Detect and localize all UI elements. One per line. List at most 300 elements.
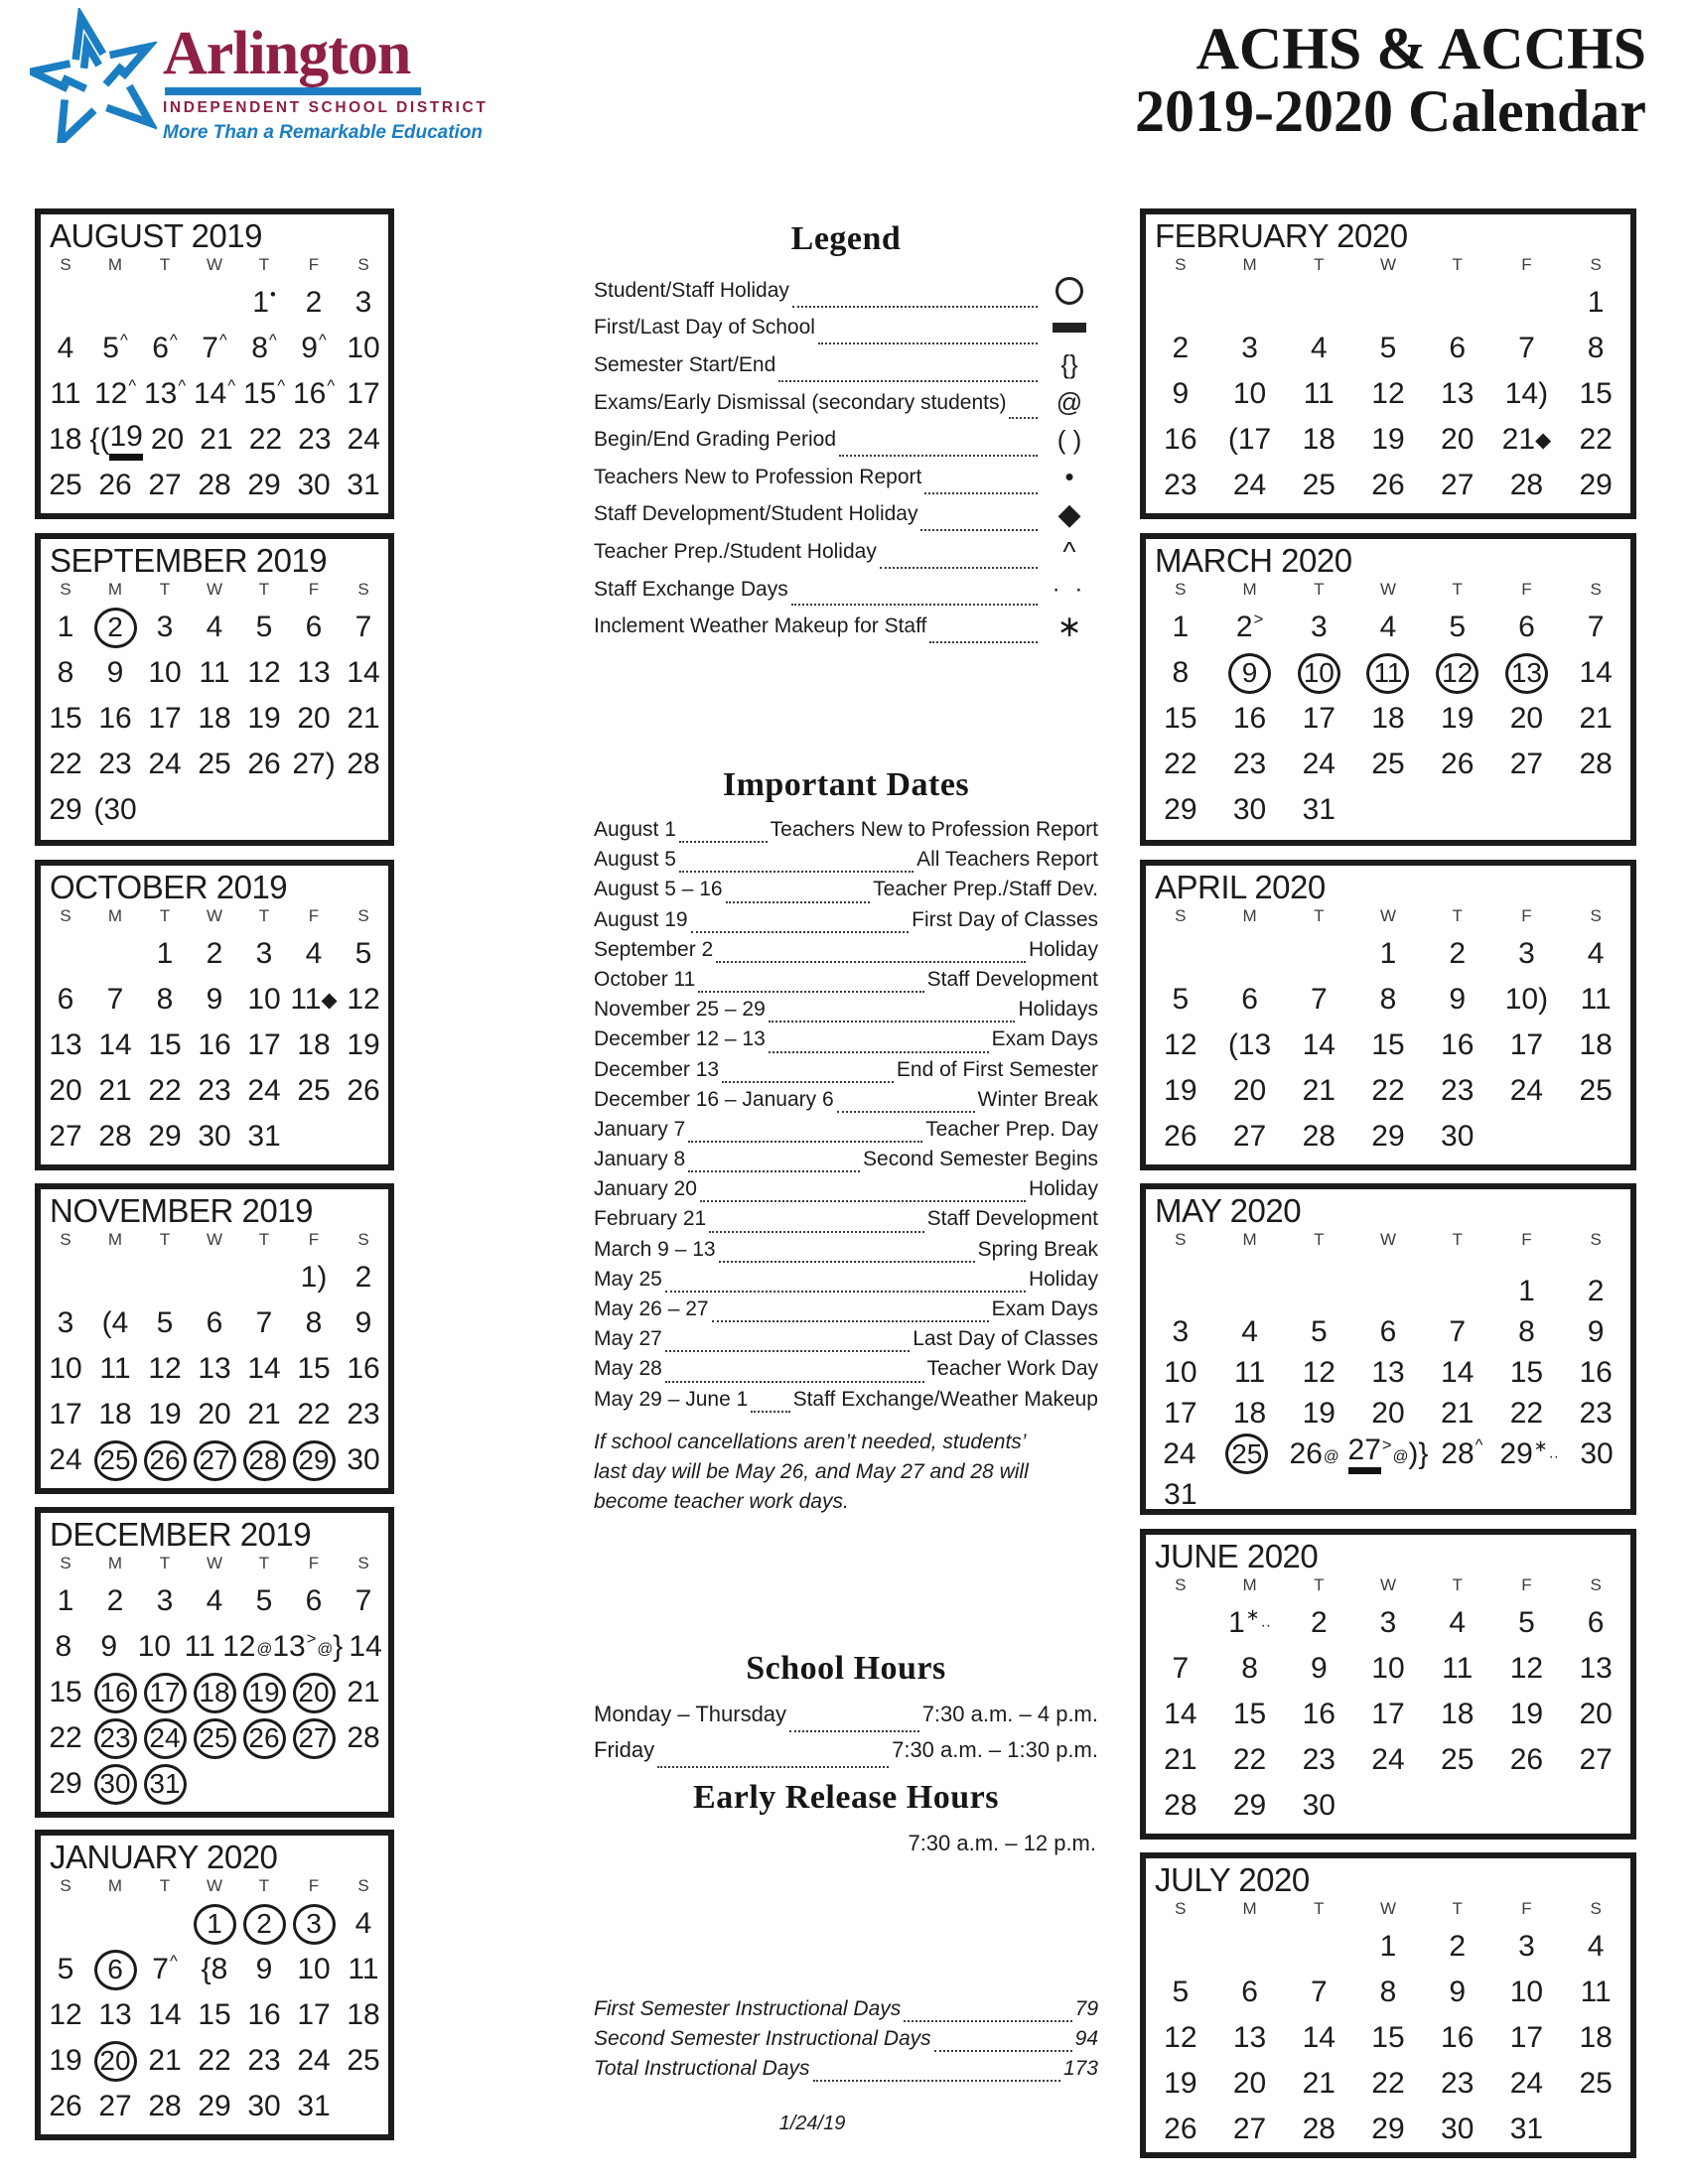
calendar-empty-cell	[1284, 280, 1353, 326]
week-row	[41, 650, 388, 696]
leader-dots	[716, 961, 1026, 963]
weekday-label: F	[308, 1554, 320, 1572]
day-number: 27	[1509, 748, 1544, 780]
calendar-day-cell	[190, 371, 239, 417]
holiday-circle-mark	[94, 2041, 137, 2082]
day-number: 22	[248, 423, 283, 456]
sup-mark: ∗	[1245, 1606, 1260, 1624]
date-value: Teacher Prep./Staff Dev.	[873, 878, 1098, 901]
week-row	[41, 1901, 388, 1947]
day-number: 20	[198, 1398, 231, 1431]
day-number: 3	[1310, 611, 1328, 643]
day-number: 8	[251, 332, 268, 364]
weekday-label: M	[1242, 1899, 1257, 1918]
day-number: 19	[1164, 2067, 1197, 2100]
calendar-day-cell	[190, 1715, 239, 1761]
sup-mark: ^	[227, 376, 236, 395]
day-number: 15	[1232, 1698, 1267, 1730]
month-june-2020	[1140, 1529, 1636, 1840]
calendar-day-cell	[140, 1437, 190, 1483]
calendar-empty-cell	[41, 931, 90, 977]
day-number: 24	[1232, 469, 1267, 501]
day-number: 3	[156, 611, 174, 643]
calendar-day-cell	[339, 650, 388, 696]
day-number: 30	[1302, 1789, 1336, 1822]
calendar-day-cell	[1423, 1114, 1492, 1160]
leader-dots	[679, 841, 768, 843]
calendar-day-cell	[1284, 1783, 1353, 1829]
day-number: 23	[198, 1074, 231, 1107]
calendar-day-cell	[239, 1715, 289, 1761]
weekday-label: W	[1379, 906, 1397, 925]
day-number: 15	[1579, 377, 1613, 410]
calendar-day-cell	[1492, 371, 1562, 417]
calendar-day-cell	[90, 1578, 140, 1624]
leader-dots	[813, 2080, 1060, 2082]
holiday-circle-mark	[1436, 653, 1478, 694]
day-number: 13	[1510, 657, 1542, 688]
day-number: 18	[199, 1677, 230, 1707]
day-number: 12	[1371, 377, 1405, 410]
weekday-label: W	[1379, 1230, 1397, 1249]
weekday-header-row	[1146, 580, 1630, 605]
day-number: 27	[1232, 2113, 1267, 2145]
sup-mark: ^	[277, 376, 286, 395]
day-number: 1	[1172, 611, 1190, 643]
day-number: 29	[1164, 793, 1197, 826]
day-number: 11	[290, 983, 322, 1016]
week-row	[1146, 1311, 1630, 1352]
day-number: 22	[198, 2044, 231, 2077]
calendar-day-cell	[140, 1761, 190, 1807]
weekday-label: F	[1521, 1230, 1532, 1249]
calendar-day-cell	[192, 417, 240, 463]
calendar-day-cell	[1146, 1970, 1215, 2015]
calendar-day-cell	[1423, 417, 1492, 463]
bar-icon	[1041, 323, 1098, 333]
calendar-day-cell	[1423, 1646, 1492, 1692]
week-row	[41, 977, 388, 1023]
day-number: 7	[354, 611, 372, 643]
weekday-label: T	[159, 255, 171, 274]
dot-glyph: •	[1064, 462, 1074, 492]
day-number: 25	[49, 469, 82, 501]
day-number: 18	[1579, 2021, 1613, 2054]
calendar-day-cell	[1146, 1311, 1215, 1352]
day-number: 10	[1509, 1976, 1544, 2008]
legend-item-label: Inclement Weather Makeup for Staff	[594, 614, 927, 638]
sub-mark: @	[317, 1641, 334, 1658]
leader-dots	[791, 604, 1038, 606]
day-number: 11	[1442, 1652, 1474, 1685]
leader-dots	[769, 1021, 1016, 1023]
calendar-day-cell	[1561, 1924, 1630, 1970]
calendar-day-cell	[1353, 696, 1423, 742]
day-number: 23	[1164, 469, 1197, 501]
day-number: 26	[1289, 1436, 1323, 1470]
day-number: 2	[305, 286, 323, 319]
diamond-icon: ◆	[321, 988, 338, 1012]
school-hours-section	[594, 1650, 1098, 1773]
calendar-empty-cell	[41, 1255, 90, 1300]
day-number: 8	[1241, 1652, 1258, 1685]
calendar-day-cell	[289, 326, 339, 371]
calendar-day-cell	[1146, 2015, 1215, 2061]
weekday-label: W	[1379, 580, 1397, 599]
date-value: Teachers New to Profession Report	[770, 818, 1098, 841]
day-number: 4	[111, 1306, 129, 1339]
calendar-day-cell	[190, 1392, 239, 1437]
calendar-day-cell	[289, 696, 339, 742]
calendar-empty-cell	[1492, 1783, 1562, 1829]
weekday-label: M	[1242, 580, 1257, 599]
day-number: 14	[347, 656, 380, 689]
day-number: 6	[1587, 1606, 1605, 1639]
day-number: 20	[99, 2045, 131, 2076]
sup-mark: ^	[268, 331, 277, 349]
legend-title: Legend	[790, 220, 902, 257]
logo-text-block	[163, 8, 488, 144]
calendar-day-cell	[1561, 1970, 1630, 2015]
calendar-day-cell	[190, 326, 239, 371]
calendar-day-cell	[140, 2084, 190, 2129]
day-number: 8	[305, 1306, 323, 1339]
weekday-label: S	[1590, 255, 1602, 274]
day-number: 17	[1164, 1396, 1197, 1430]
day-number: 3	[1172, 1314, 1190, 1348]
calendar-empty-cell	[1146, 1600, 1215, 1646]
holiday-circle-mark	[194, 1718, 236, 1759]
day-number: 8	[55, 1630, 72, 1663]
logo-wordmark: Arlington	[163, 20, 411, 87]
calendar-day-cell	[339, 605, 388, 650]
day-number: 9	[1310, 1652, 1328, 1685]
day-number: 21	[1501, 423, 1536, 456]
day-number: 25	[199, 1722, 230, 1753]
month-november-2019	[35, 1183, 394, 1494]
date-value: Spring Break	[977, 1237, 1098, 1261]
calendar-day-cell	[1561, 463, 1630, 508]
week-row	[1146, 417, 1630, 463]
day-number: 29	[1371, 2113, 1405, 2145]
sub-mark: @	[1392, 1447, 1409, 1465]
day-number: 16	[1164, 423, 1197, 456]
weekday-label: F	[308, 255, 320, 274]
calendar-day-cell	[239, 326, 289, 371]
total-label: Second Semester Instructional Days	[594, 2027, 931, 2050]
day-number: 12	[1164, 2021, 1197, 2054]
day-number: 8	[1379, 1976, 1397, 2008]
district-logo	[30, 8, 488, 144]
calendar-empty-cell	[1284, 931, 1353, 977]
calendar-day-cell	[190, 1992, 239, 2038]
day-number: 26	[49, 2090, 82, 2122]
legend-item	[594, 459, 1098, 496]
sup-mark: •	[269, 285, 276, 304]
day-number: 4	[57, 332, 74, 364]
legend-item	[594, 608, 1098, 645]
week-row	[1146, 1114, 1630, 1160]
day-number: 14	[1164, 1698, 1197, 1730]
day-number: 17	[1371, 1698, 1405, 1730]
calendar-day-cell	[140, 1068, 190, 1114]
weekday-label: S	[1175, 1575, 1187, 1594]
month-title: JANUARY 2020	[50, 1839, 278, 1875]
calendar-day-cell	[41, 1947, 90, 1992]
day-number: 26	[1164, 1120, 1197, 1153]
day-number: 10	[1504, 983, 1539, 1016]
day-number: 3	[354, 286, 372, 319]
month-december-2019	[35, 1507, 394, 1818]
diamond-icon: ◆	[1535, 428, 1552, 452]
calendar-day-cell	[1146, 2107, 1215, 2152]
calendar-day-cell	[1146, 1352, 1215, 1393]
calendar-empty-cell	[289, 787, 339, 833]
day-number: 11	[1303, 377, 1335, 410]
weekday-label: F	[1521, 255, 1532, 274]
day-number: 4	[1241, 1314, 1258, 1348]
calendar-day-cell	[41, 326, 90, 371]
calendar-empty-cell	[289, 1114, 339, 1160]
calendar-day-cell	[140, 650, 190, 696]
calendar-day-cell	[1146, 2061, 1215, 2107]
leader-dots	[792, 306, 1038, 308]
day-number: 26	[247, 748, 281, 780]
week-row	[41, 1023, 388, 1068]
sup-mark: ^	[1475, 1436, 1483, 1454]
calendar-day-cell	[1284, 1352, 1353, 1393]
pre-mark: (	[93, 793, 104, 826]
week-row	[41, 417, 388, 463]
date-value: Staff Development	[926, 967, 1098, 991]
calendar-day-cell	[339, 1300, 388, 1346]
holiday-circle-mark	[94, 608, 137, 648]
day-number: 12	[1302, 1355, 1336, 1389]
calendar-day-cell	[1284, 1114, 1353, 1160]
weekday-label: W	[1379, 1899, 1397, 1918]
calendar-day-cell	[90, 605, 140, 650]
day-number: 21	[1441, 1396, 1475, 1430]
important-date-item	[594, 1268, 1098, 1297]
day-number: 8	[156, 983, 174, 1016]
month-title: APRIL 2020	[1155, 869, 1326, 905]
calendar-day-cell	[1423, 1600, 1492, 1646]
calendar-day-cell	[1353, 1311, 1423, 1352]
sup-mark: ^	[218, 331, 227, 349]
day-number: 19	[1509, 1698, 1544, 1730]
at-glyph: @	[1055, 387, 1083, 418]
weekday-header-row	[41, 1876, 388, 1901]
day-number: 13	[1237, 1028, 1272, 1061]
calendar-day-cell	[1563, 1433, 1630, 1474]
weekday-label: W	[206, 580, 223, 599]
calendar-day-cell	[339, 742, 388, 787]
calendar-day-cell	[339, 977, 388, 1023]
calendar-day-cell	[290, 417, 339, 463]
calendar-day-cell	[140, 1114, 190, 1160]
calendar-day-cell	[1353, 1970, 1423, 2015]
calendar-day-cell	[1423, 977, 1492, 1023]
braces-icon	[1041, 349, 1098, 380]
calendar-day-cell	[289, 371, 339, 417]
day-number: 4	[354, 1907, 372, 1940]
week-row	[41, 1947, 388, 1992]
holiday-circle-mark	[243, 1440, 286, 1481]
day-number: 13	[98, 1998, 132, 2031]
weekday-label: T	[258, 1230, 270, 1249]
calendar-day-cell	[1423, 1068, 1492, 1114]
calendar-day-cell	[1284, 1737, 1353, 1783]
week-row	[1146, 1068, 1630, 1114]
date-label: December 16 – January 6	[594, 1087, 834, 1111]
calendar-day-cell	[1146, 1393, 1215, 1433]
weekday-header-row	[41, 580, 388, 605]
day-number: 12	[1164, 1028, 1197, 1061]
calendar-day-cell	[1353, 371, 1423, 417]
calendar-day-cell	[1215, 605, 1285, 650]
week-row	[41, 931, 388, 977]
important-date-item	[594, 1357, 1098, 1387]
calendar-day-cell	[1353, 1600, 1423, 1646]
calendar-day-cell	[1423, 1393, 1492, 1433]
day-number: 15	[1371, 2021, 1405, 2054]
calendar-day-cell	[1561, 1271, 1630, 1311]
leader-dots	[665, 1381, 924, 1383]
calendar-day-cell	[1284, 463, 1353, 508]
weekday-label: F	[308, 1876, 320, 1895]
day-number: 30	[99, 1768, 131, 1799]
legend-item-label: Student/Staff Holiday	[594, 278, 789, 302]
calendar-day-cell	[1215, 1970, 1285, 2015]
day-number: 26	[149, 1444, 181, 1475]
date-value: Last Day of Classes	[913, 1327, 1098, 1351]
calendar-day-cell	[339, 1715, 388, 1761]
day-number: 9	[100, 1630, 117, 1663]
calendar-day-cell	[1215, 742, 1285, 787]
day-number: 7	[1172, 1652, 1190, 1685]
calendar-day-cell	[1423, 326, 1492, 371]
date-value: All Teachers Report	[916, 848, 1098, 872]
weekday-label: T	[258, 1554, 270, 1572]
leader-dots	[751, 1411, 789, 1413]
day-number: 3	[156, 1584, 174, 1617]
day-number: 19	[109, 420, 142, 461]
day-number: 6	[152, 332, 169, 364]
calendar-empty-cell	[1353, 1271, 1423, 1311]
day-number: 28	[1509, 469, 1544, 501]
day-number: 10	[1303, 657, 1335, 688]
calendar-day-cell	[1353, 1692, 1423, 1737]
day-number: 8	[1518, 1314, 1535, 1348]
legend-items	[594, 272, 1098, 645]
calendar-day-cell	[1428, 1433, 1495, 1474]
date-value: Holiday	[1028, 1267, 1098, 1291]
calendar-day-cell	[1492, 1924, 1562, 1970]
day-number: 11	[184, 1630, 215, 1663]
week-row	[1146, 1737, 1630, 1783]
holiday-circle-mark	[1225, 1433, 1268, 1474]
calendar-day-cell	[1423, 1311, 1492, 1352]
calendar-day-cell	[1423, 1970, 1492, 2015]
sub-mark: ··	[1260, 1617, 1272, 1634]
week-row	[41, 2084, 388, 2129]
calendar-day-cell	[41, 1068, 90, 1114]
day-number: 31	[1164, 1477, 1197, 1511]
important-dates-list	[594, 818, 1098, 1418]
calendar-day-cell	[41, 787, 90, 833]
day-number: 28	[1302, 2113, 1336, 2145]
calendar-day-cell	[41, 650, 90, 696]
dots-glyph: · ·	[1052, 575, 1087, 603]
day-number: 31	[1509, 2113, 1544, 2145]
parens-icon	[1041, 425, 1098, 456]
calendar-day-cell	[1423, 2061, 1492, 2107]
calendar-day-cell	[90, 1023, 140, 1068]
calendar-day-cell	[190, 1437, 239, 1483]
day-number: 27	[292, 748, 326, 780]
day-number: 19	[347, 1028, 380, 1061]
day-number: 19	[148, 1398, 182, 1431]
day-number: 11	[1373, 657, 1403, 688]
calendar-day-cell	[1353, 1393, 1423, 1433]
calendar-day-cell	[1146, 696, 1215, 742]
day-number: 13	[1441, 377, 1475, 410]
calendar-day-cell	[41, 417, 89, 463]
calendar-day-cell	[90, 1392, 140, 1437]
legend-section	[594, 220, 1098, 645]
day-number: 29	[1499, 1436, 1533, 1470]
day-number: 23	[1302, 1743, 1336, 1776]
calendar-day-cell	[1353, 1924, 1423, 1970]
day-number: 14	[1579, 656, 1613, 689]
calendar-day-cell	[190, 977, 239, 1023]
day-number: 26	[1164, 2113, 1197, 2145]
calendar-empty-cell	[1423, 280, 1492, 326]
page-title-line2: 2019-2020 Calendar	[1135, 78, 1646, 144]
calendar-day-cell	[239, 931, 289, 977]
weekday-label: T	[1314, 1230, 1325, 1249]
day-number: 17	[1509, 1028, 1544, 1061]
important-date-item	[594, 1327, 1098, 1357]
weekday-label: W	[206, 1230, 223, 1249]
calendar-day-cell	[41, 1300, 90, 1346]
weekday-label: T	[1452, 255, 1463, 274]
day-number: 15	[1164, 702, 1197, 735]
date-label: May 26 – 27	[594, 1297, 709, 1320]
calendar-day-cell	[239, 2038, 289, 2084]
calendar-day-cell	[90, 977, 140, 1023]
day-number: 24	[1509, 2067, 1544, 2100]
sup-mark: ^	[178, 376, 187, 395]
calendar-empty-cell	[1215, 1924, 1285, 1970]
leader-dots	[709, 1231, 923, 1233]
calendar-day-cell	[339, 1901, 388, 1947]
holiday-circle-mark	[243, 1718, 286, 1759]
week-row	[1146, 2061, 1630, 2107]
weekday-label: M	[107, 580, 123, 599]
date-label: August 5 – 16	[594, 878, 723, 901]
weekday-header-row	[41, 1230, 388, 1255]
legend-item-label: Exams/Early Dismissal (secondary students)	[594, 390, 1007, 414]
calendar-day-cell	[90, 1715, 140, 1761]
leader-dots	[698, 991, 923, 993]
day-number: 6	[1241, 1976, 1258, 2008]
calendar-day-cell	[1492, 1271, 1562, 1311]
note-line: become teacher work days.	[594, 1489, 849, 1513]
week-row	[1146, 1783, 1630, 1829]
leader-dots	[880, 567, 1038, 569]
day-number: 13	[1579, 1652, 1613, 1685]
